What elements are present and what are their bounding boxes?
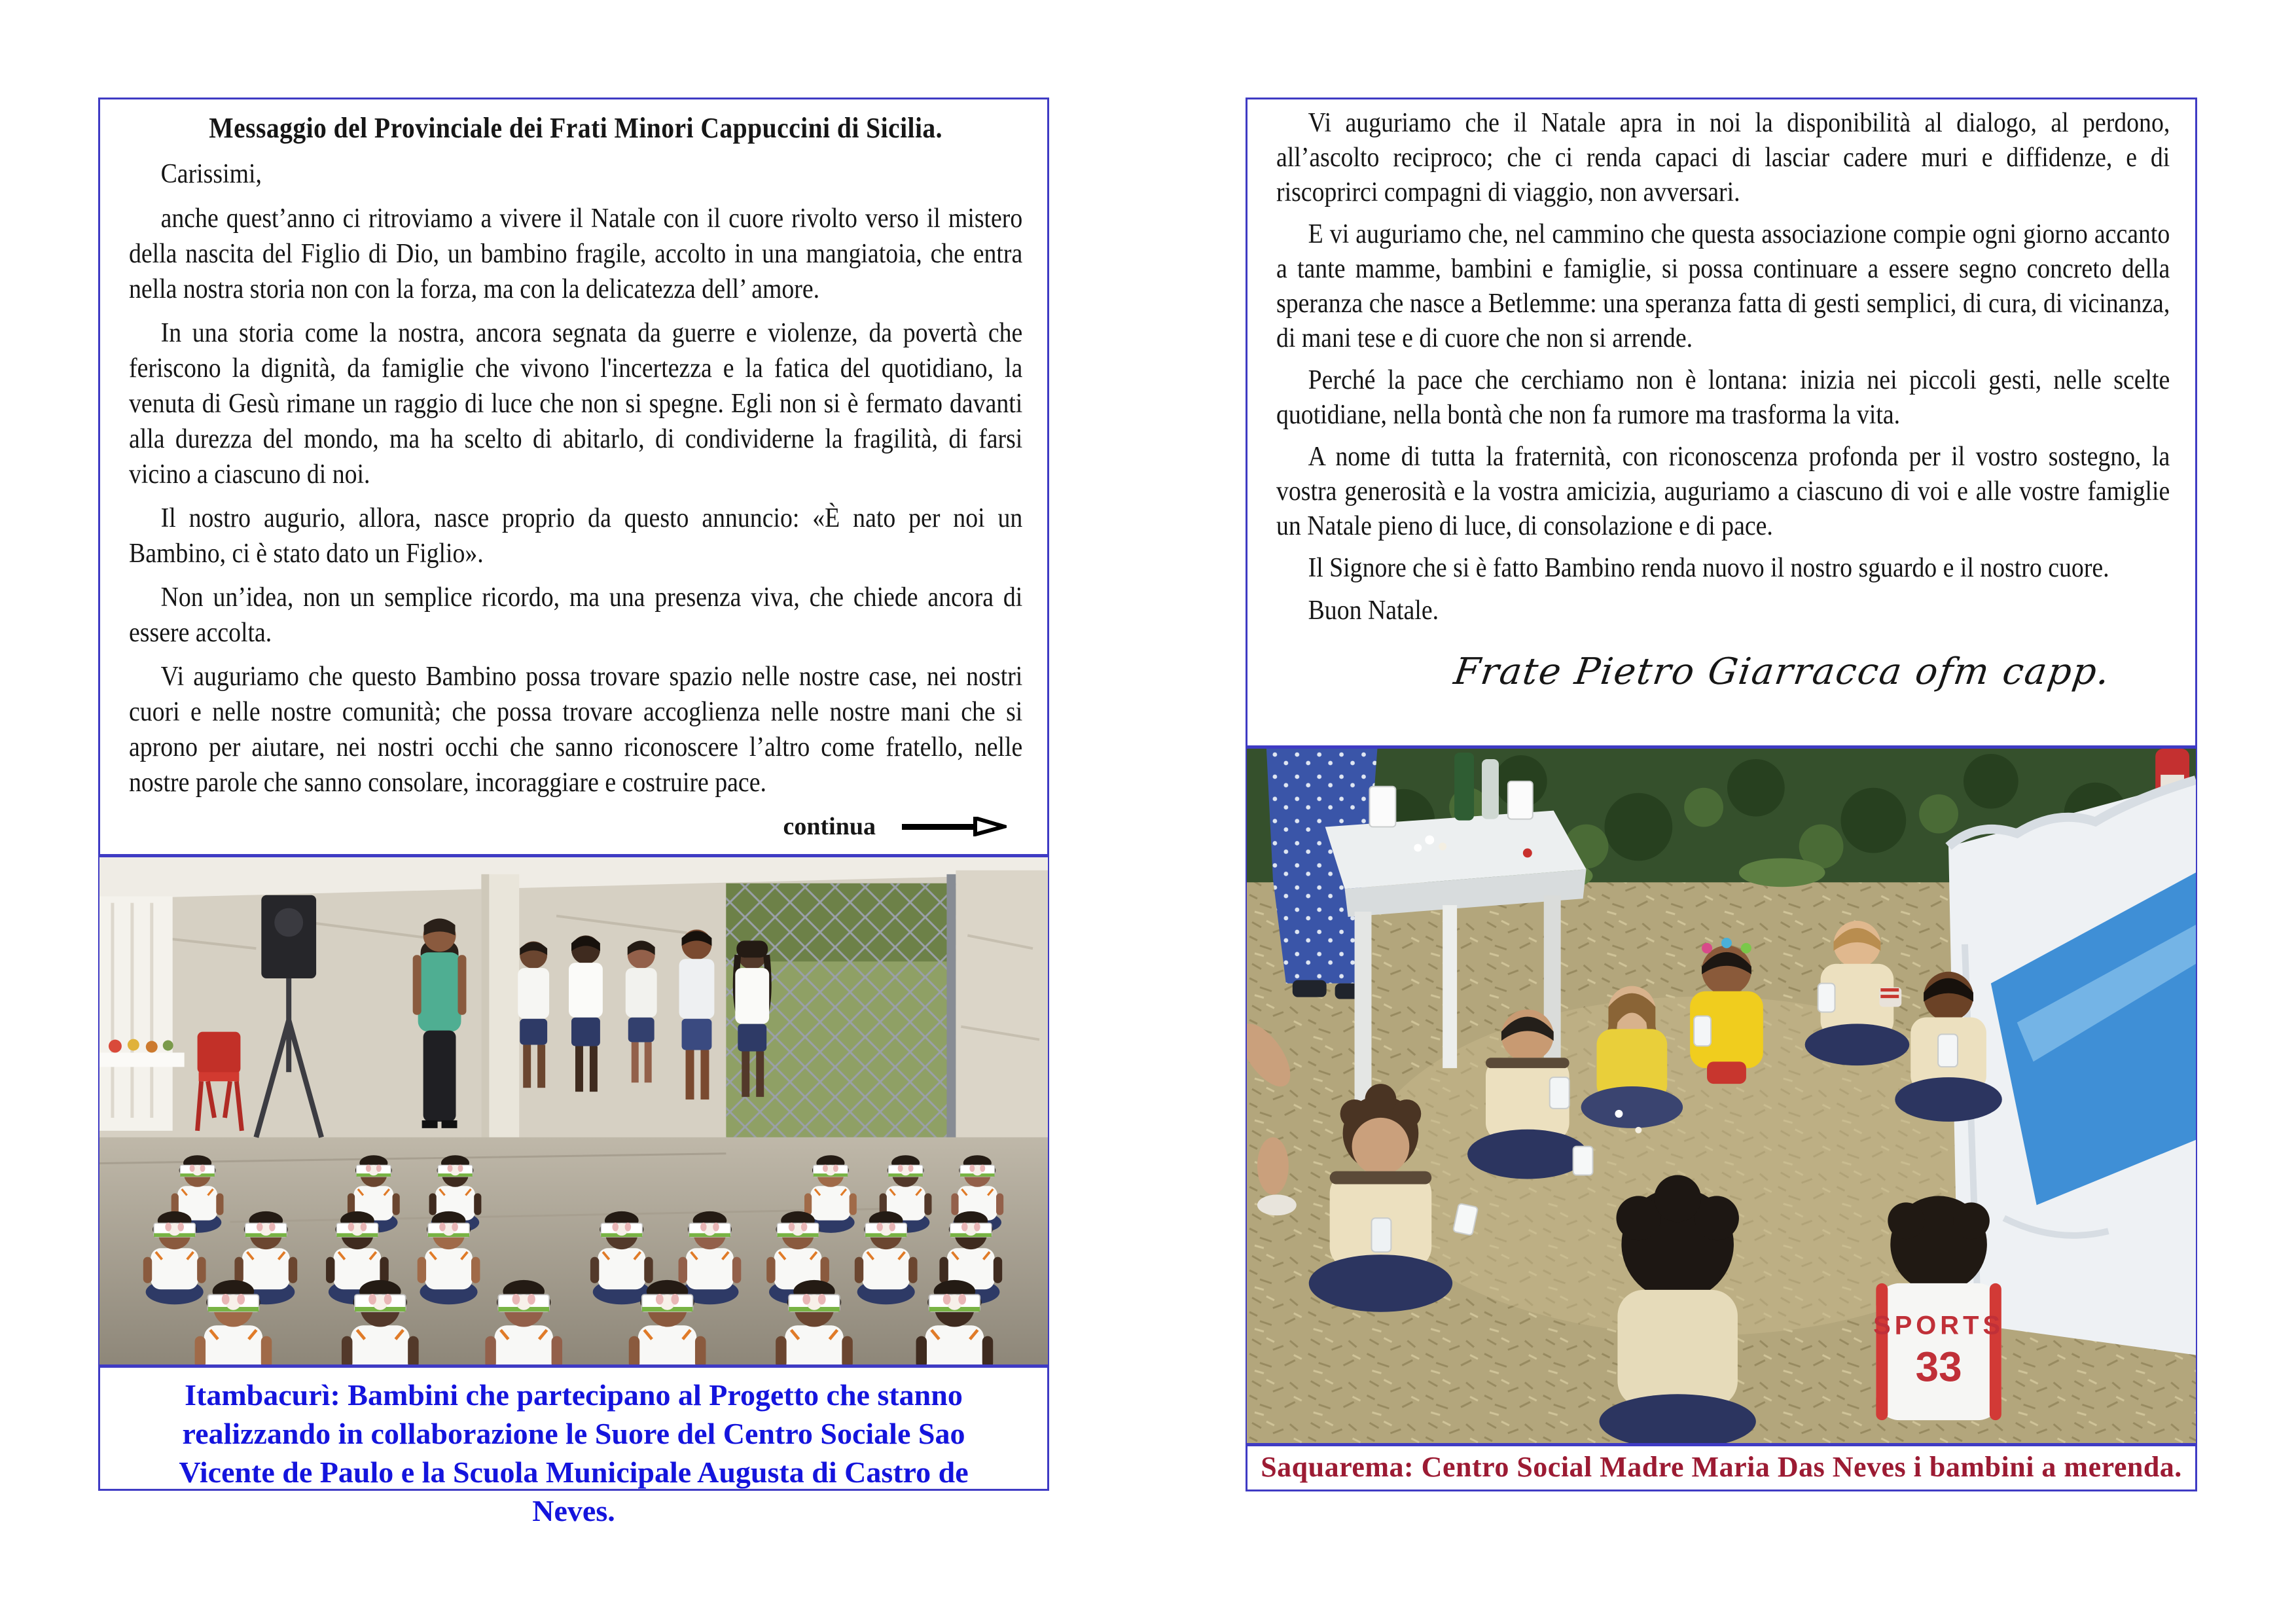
page-title: Messaggio del Provinciale dei Frati Minori Cappuccini di Sicilia.	[209, 112, 943, 144]
right-paragraphs	[1276, 106, 2170, 586]
closing-line: Buon Natale.	[1308, 596, 1439, 626]
caption-text: Saquarema: Centro Social Madre Maria Das Neves i bambini a merenda.	[1261, 1451, 2182, 1483]
paragraph: Vi auguriamo che il Natale apra in noi la disponibilità al dialogo, al perdono, all’ascolto reciproco; che ci renda capaci di lasciar cadere muri e diffidenze, e di riscoprirci compagni di viaggio, non avversari.	[1276, 108, 2170, 207]
signature: Frate Pietro Giarracca ofm capp.	[1450, 651, 2113, 693]
jersey-text-line2: 33	[1915, 1343, 1962, 1391]
right-photo-illustration	[1247, 749, 2196, 1443]
paragraph: Il Signore che si è fatto Bambino renda nuovo il nostro sguardo e il nostro cuore.	[1308, 553, 2109, 583]
paragraph: anche quest’anno ci ritroviamo a vivere il Natale con il cuore rivolto verso il mistero della nascita del Figlio di Dio, un bambino fragile, accolto in una mangiatoia, che entra nella nostra storia non con la forza, ma con la delicatezza dell’ amore.	[129, 204, 1023, 304]
right-photo	[1246, 747, 2197, 1444]
continua-label: continua	[783, 813, 876, 840]
left-message-box	[98, 98, 1049, 856]
paragraph: Perché la pace che cerchiamo non è lontana: inizia nei piccoli gesti, nelle scelte quotidiane, nella bontà che non fa rumore ma trasforma la vita.	[1276, 365, 2170, 430]
paragraph: Non un’idea, non un semplice ricordo, ma una presenza viva, che chiede ancora di essere accolta.	[129, 582, 1023, 648]
caption-text: Itambacurì: Bambini che partecipano al Progetto che stanno realizzando in collaborazione le Suore del Centro Sociale Sao Vicente de Paulo e la Scuola Municipale Augusta di Castro de Neves.	[179, 1378, 969, 1527]
left-photo-illustration	[99, 857, 1048, 1364]
jersey-text-line1: SPORTS	[1873, 1311, 2005, 1340]
left-paragraphs	[129, 201, 1022, 800]
left-photo-caption	[98, 1366, 1049, 1527]
paragraph: A nome di tutta la fraternità, con riconoscenza profonda per il vostro sostegno, la vostra generosità e la vostra amicizia, auguriamo a ciascuno di voi e alle vostre famiglie un Natale pieno di luce, di consolazione e di pace.	[1276, 442, 2170, 541]
paragraph: In una storia come la nostra, ancora segnata da guerre e violenze, da povertà che feriscono la dignità, da famiglie che vivono l'incertezza e la fatica del quotidiano, la venuta di Gesù rimane un raggio di luce che non si spegne. Egli non si è fermato davanti alla durezza del mondo, ma ha scelto di abitarlo, di condividerne la fragilità, di farsi vicino a ciascuno di noi.	[129, 318, 1023, 490]
continuation-arrow-icon	[902, 817, 1007, 836]
right-message-box	[1246, 98, 2197, 747]
paragraph: Il nostro augurio, allora, nasce proprio da questo annuncio: «È nato per noi un Bambino, ci è stato dato un Figlio».	[129, 503, 1023, 569]
continua-marker	[783, 812, 1007, 841]
left-photo	[98, 856, 1049, 1366]
right-photo-caption	[1246, 1444, 2197, 1491]
paragraph: Vi auguriamo che questo Bambino possa trovare spazio nelle nostre case, nei nostri cuori e nelle nostre comunità; che possa trovare accoglienza nelle nostre mani che si aprono per aiutare, nei nostri occhi che sanno riconoscere l’altro come fratello, nelle nostre parole che sanno consolare, incoraggiare e costruire pace.	[129, 662, 1023, 798]
salutation: Carissimi,	[160, 159, 262, 189]
paragraph: E vi auguriamo che, nel cammino che questa associazione compie ogni giorno accanto a tante mamme, bambini e famiglie, si possa continuare a essere segno concreto della speranza che nasce a Betlemme: una speranza fatta di gesti semplici, di cura, di vicinanza, di mani tese e di cuore che non si arrende.	[1276, 219, 2170, 353]
